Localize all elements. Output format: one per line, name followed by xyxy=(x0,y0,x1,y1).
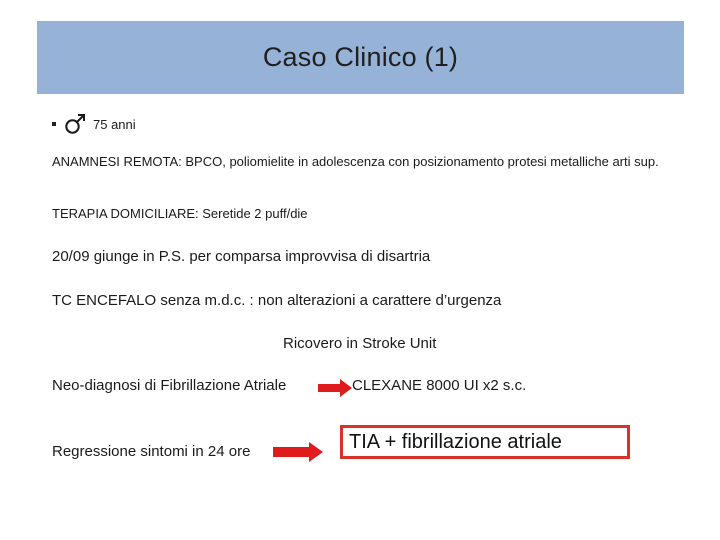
arrow-right-icon xyxy=(318,379,352,397)
regressione-text: Regressione sintomi in 24 ore xyxy=(52,443,251,460)
conclusion-text: TIA + fibrillazione atriale xyxy=(349,430,562,453)
slide-title: Caso Clinico (1) xyxy=(262,42,459,72)
arrow-right-icon-2 xyxy=(273,442,323,462)
neo-diagnosi-text: Neo-diagnosi di Fibrillazione Atriale xyxy=(52,377,287,394)
terapia-domiciliare: TERAPIA DOMICILIARE: Seretide 2 puff/die xyxy=(52,206,308,221)
ricovero-text: Ricovero in Stroke Unit xyxy=(283,335,437,352)
bullet-dot-icon xyxy=(52,122,56,126)
patient-bullet xyxy=(52,112,136,136)
conclusion-box xyxy=(340,425,630,459)
patient-age: 75 anni xyxy=(93,116,136,132)
ps-arrival-text: 20/09 giunge in P.S. per comparsa improvvisa di disartria xyxy=(52,248,431,265)
clexane-text: CLEXANE 8000 UI x2 s.c. xyxy=(352,377,527,394)
male-symbol-icon xyxy=(63,112,87,136)
title-band xyxy=(37,21,684,94)
anamnesi-remota: ANAMNESI REMOTA: BPCO, poliomielite in adolescenza con posizionamento protesi metalliche arti sup. xyxy=(52,154,659,169)
tc-encefalo-text: TC ENCEFALO senza m.d.c. : non alterazioni a carattere d’urgenza xyxy=(52,292,502,309)
